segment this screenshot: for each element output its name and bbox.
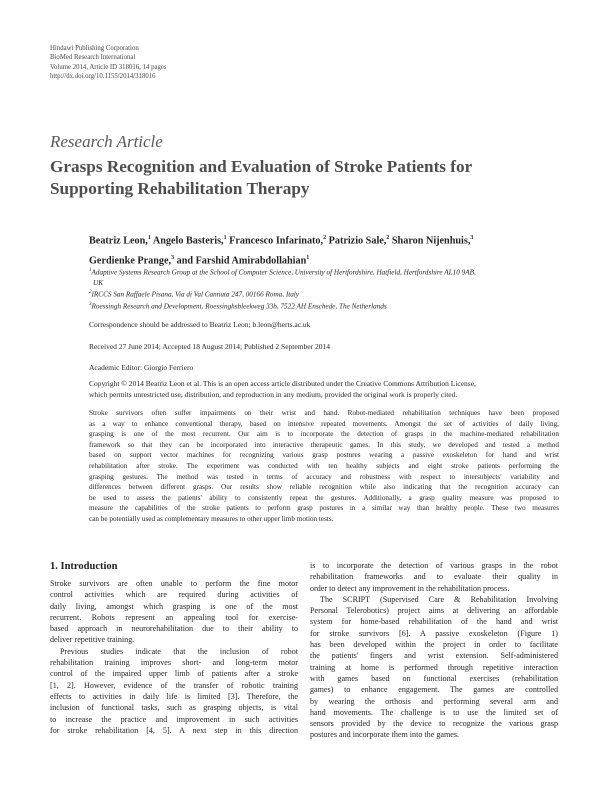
- author-name: Angelo Basteris,: [152, 235, 224, 247]
- copyright-line: Copyright © 2014 Beatriz Leon et al. This is an open access article distributed under the Creative Commons Attribution License,: [89, 379, 476, 388]
- affiliation-text: UK: [93, 278, 103, 287]
- body-text-line: Stroke survivors are often unable to perform the fine motor: [50, 579, 298, 588]
- affiliation-text: IRCCS San Raffaele Pisana, Via di Val Cannuta 247, 00166 Roma, Italy: [91, 290, 299, 299]
- author-affiliation-mark: 2: [386, 235, 390, 241]
- author-name: Beatriz Leon,: [89, 235, 148, 247]
- body-text-line: rehabilitation training improves short- and long-term motor: [50, 658, 298, 668]
- body-text-line: with games based on functional exercises (rehabilitation: [310, 673, 558, 683]
- author-name: Gerdienke Prange,: [89, 255, 172, 267]
- author-name: and Farshid Amirabdollahian: [176, 255, 307, 267]
- body-text-line: Previous studies indicate that the inclusion of robot: [60, 646, 298, 656]
- body-text-line: daily living, amongst which grasping is one of the most: [50, 601, 298, 611]
- abstract: [89, 408, 559, 525]
- author-affiliation-mark: 1: [147, 235, 151, 241]
- abstract-line: Stroke survivors often suffer impairments on their wrist and hand. Robot-mediated rehabilitation techniques have been proposed: [89, 409, 559, 417]
- doi-link[interactable]: http://dx.doi.org/10.1155/2014/318016: [50, 73, 156, 81]
- article-dates: Received 27 June 2014; Accepted 18 August 2014; Published 2 September 2014: [89, 342, 331, 351]
- body-text-line: inclusion of functional tasks, such as grasping objects, is vital: [50, 703, 298, 713]
- article-type: Research Article: [50, 132, 163, 151]
- body-text-line: [1, 2]. However, evidence of the transfer of robotic training: [50, 680, 298, 690]
- body-text-line: the patients' fingers and wrist extension. Self-administered: [310, 651, 558, 661]
- abstract-line: grasping is one of the most recurrent. Our aim is to incorporate the detection of grasps in the machine-mediated rehabilitation: [89, 430, 559, 439]
- abstract-line: rehabilitation after stroke. The experiment was conducted with ten healthy subjects and eight stroke patients performing the: [89, 461, 559, 470]
- title-line: Supporting Rehabilitation Therapy: [50, 179, 310, 198]
- volume-info: Volume 2014, Article ID 318016, 14 pages: [50, 63, 167, 71]
- body-text-line: deliver repetitive training.: [50, 635, 135, 645]
- affiliation: [89, 266, 559, 278]
- title-line: Grasps Recognition and Evaluation of Stroke Patients for: [50, 157, 473, 176]
- body-text-line: recurrent. Robots represent an appealing tool for exercise-: [50, 612, 298, 622]
- affiliation-mark: 3: [89, 302, 92, 308]
- body-column-right: [310, 560, 558, 741]
- affiliation-text: Roessingh Research and Development, Roessinghsbleekweg 33b, 7522 AH Enschede, The Netherlands: [91, 302, 387, 311]
- paper-title: [50, 156, 570, 200]
- copyright-line: which permits unrestricted use, distribution, and reproduction in any medium, provided the original work is properly cited.: [89, 389, 458, 399]
- abstract-line: measure the capabilities of the stroke patients to perform grasp postures in a similar way than healthy people. These two measures: [89, 504, 559, 513]
- affiliation: [89, 288, 559, 300]
- abstract-line: can be potentially used as complementary measures to other upper limb motion tests.: [89, 514, 334, 523]
- affiliation: [89, 300, 559, 312]
- author-affiliation-mark: 3: [171, 254, 175, 261]
- body-text-line: for stroke rehabilitation [4, 5]. A next step in this direction: [50, 725, 298, 735]
- body-text-line: postures and incorporate them into the games.: [310, 730, 460, 740]
- author-affiliation-mark: 3: [470, 235, 474, 241]
- abstract-line: be used to assess the patients' ability to consistently repeat the gestures. Additionally, a grasp quality measure was proposed to: [89, 493, 559, 502]
- body-text-line: control activities which are required during activities of: [50, 590, 298, 600]
- author-name: Patrizio Sale,: [328, 235, 387, 247]
- abstract-line: differences between different grasps. Our results show reliable recognition while also indicating that the recognition accuracy can: [89, 483, 559, 492]
- journal-name: BioMed Research International: [50, 54, 136, 62]
- body-column-left: [50, 578, 298, 736]
- body-text-line: control of the impaired upper limb of patients after a stroke: [50, 669, 298, 679]
- copyright-notice: [89, 379, 559, 400]
- journal-info: [50, 44, 167, 82]
- body-text-line: for stroke survivors [6]. A passive exoskeleton (Figure 1): [310, 628, 558, 638]
- body-text-line: based approach in neurorehabilitation due to their ability to: [50, 624, 298, 634]
- section-heading: 1. Introduction: [50, 561, 118, 572]
- abstract-line: as a way to enhance conventional therapy, based on intensive repeated movements. Amongst the set of activities of daily living,: [89, 419, 559, 428]
- affiliation-mark: 2: [89, 290, 92, 296]
- author-affiliation-mark: 2: [323, 235, 327, 241]
- publisher: Hindawi Publishing Corporation: [50, 45, 139, 52]
- body-text-line: order to detect any improvement in the rehabilitation process.: [310, 583, 510, 593]
- body-text-line: system for home-based rehabilitation of the hand and wrist: [310, 617, 558, 627]
- academic-editor: Academic Editor: Giorgio Ferriero: [89, 363, 194, 372]
- body-text-line: sensors provided by the device to recognize the various grasp: [310, 719, 558, 729]
- affiliation-mark: 1: [89, 268, 92, 273]
- affiliation: [89, 278, 559, 289]
- body-text-line: by wearing the orthosis and performing several arm and: [310, 696, 558, 706]
- author-affiliation-mark: 1: [306, 254, 310, 261]
- body-text-line: games) to enhance engagement. The games are controlled: [310, 685, 558, 695]
- abstract-line: grasping gestures. The method was tested in terms of accuracy and robustness with respect to intersubjects' variability and: [89, 472, 559, 481]
- body-text-line: to increase the practice and improvement in such activities: [50, 714, 298, 724]
- body-text-line: hand movements. The challenge is to use the limited set of: [310, 707, 558, 717]
- affiliation-text: Adaptive Systems Research Group at the School of Computer Science, University of Hertfordshire, Hatfield, Hertfordshire AL10 9AB,: [91, 268, 476, 277]
- body-text-line: rehabilitation frameworks and to evaluate their quality in: [310, 572, 558, 582]
- author-affiliation-mark: 1: [223, 235, 227, 241]
- body-text-line: training at home is performed through repetitive interaction: [310, 662, 558, 672]
- body-text-line: effects to activities in daily life is limited [3]. Therefore, the: [50, 691, 298, 701]
- body-text-line: The SCRIPT (Supervised Care & Rehabilitation Involving: [320, 594, 558, 604]
- abstract-line: framework so that they can be incorporated into interactive therapeutic games. In this study, we developed and tested a method: [89, 440, 559, 449]
- author-list: [89, 230, 559, 270]
- body-text-line: is to incorporate the detection of various grasps in the robot: [310, 561, 558, 570]
- author-name: Sharon Nijenhuis,: [391, 235, 471, 247]
- abstract-line: based on support vector machines for recognizing various grasp postures wearing a passive exoskeleton for hand and wrist: [89, 451, 559, 460]
- correspondence: Correspondence should be addressed to Beatriz Leon; b.leon@herts.ac.uk: [89, 320, 311, 329]
- body-text-line: has been developed within the project in order to facilitate: [310, 640, 558, 650]
- author-line: [89, 230, 559, 250]
- author-name: Francesco Infarinato,: [229, 235, 324, 247]
- body-text-line: Personal Telerobotics) project aims at delivering an affordable: [310, 606, 558, 616]
- affiliations: [89, 266, 559, 312]
